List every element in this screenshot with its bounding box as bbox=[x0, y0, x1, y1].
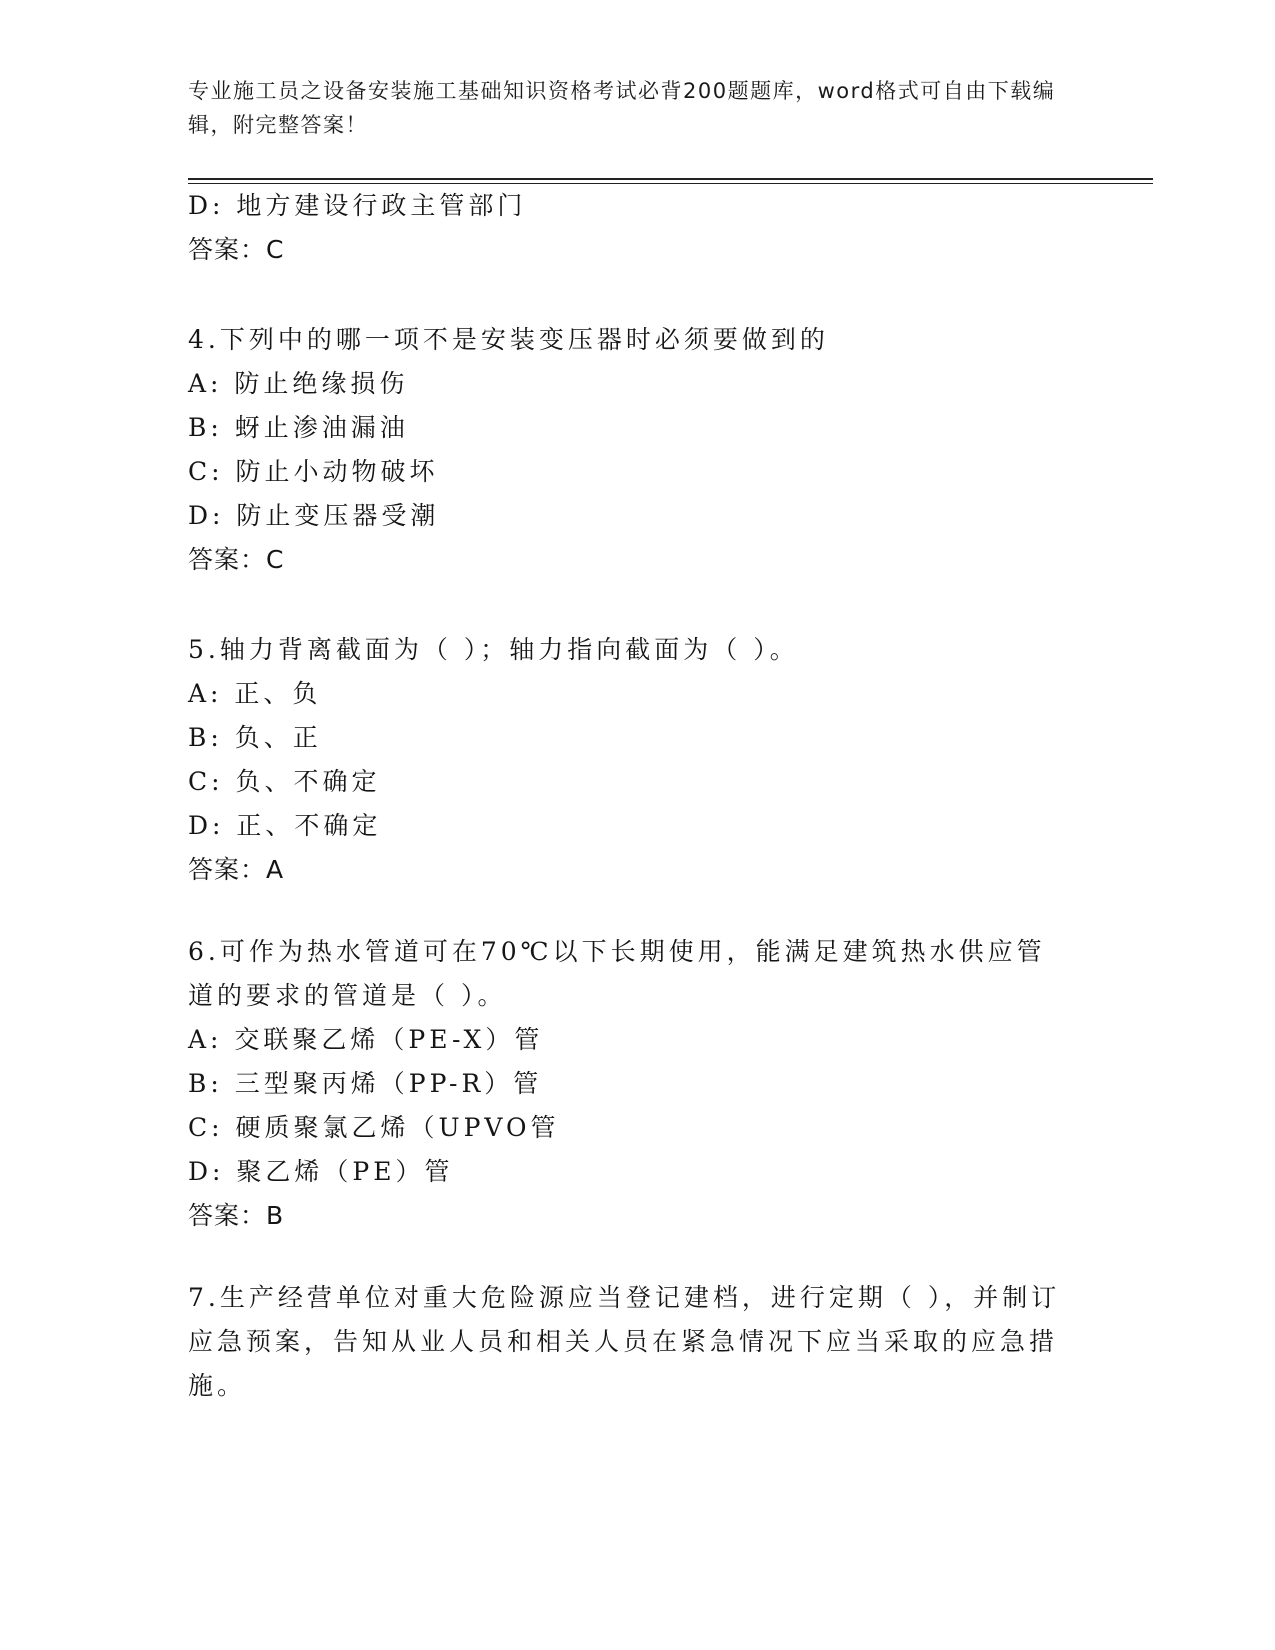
q6-answer: 答案：B bbox=[188, 1201, 285, 1230]
q4-option-b: B: 蚜止渗油漏油 bbox=[188, 413, 409, 442]
q6-option-b: B: 三型聚丙烯（PP-R）管 bbox=[188, 1069, 543, 1098]
q6-stem: 6.可作为热水管道可在70℃以下长期使用，能满足建筑热水供应管道的要求的管道是（ ）。 bbox=[188, 937, 1046, 1010]
document-header: 专业施工员之设备安装施工基础知识资格考试必背200题题库，word格式可自由下载编辑，附完整答案！ bbox=[188, 79, 1056, 137]
q6-option-c: C: 硬质聚氯乙烯（UPVO管 bbox=[188, 1113, 560, 1142]
q6-option-d: D: 聚乙烯（PE）管 bbox=[188, 1157, 454, 1186]
q4-option-c: C: 防止小动物破坏 bbox=[188, 457, 439, 486]
q6-option-a: A: 交联聚乙烯（PE-X）管 bbox=[188, 1025, 544, 1054]
q4-stem: 4.下列中的哪一项不是安装变压器时必须要做到的 bbox=[188, 325, 829, 354]
q5-answer: 答案：A bbox=[188, 855, 285, 884]
q4-option-a: A: 防止绝缘损伤 bbox=[188, 369, 409, 398]
q7-stem: 7.生产经营单位对重大危险源应当登记建档，进行定期（ ），并制订应急预案，告知从业人员和相关人员在紧急情况下应当采取的应急措施。 bbox=[188, 1283, 1061, 1400]
q3-option-d: D: 地方建设行政主管部门 bbox=[188, 191, 527, 220]
q3-answer: 答案：C bbox=[188, 235, 285, 264]
q5-option-d: D: 正、不确定 bbox=[188, 811, 382, 840]
header-divider-thick bbox=[188, 178, 1153, 180]
q4-option-d: D: 防止变压器受潮 bbox=[188, 501, 440, 530]
q4-answer: 答案：C bbox=[188, 545, 285, 574]
q5-option-b: B: 负、正 bbox=[188, 723, 322, 752]
header-divider-thin bbox=[188, 183, 1153, 184]
q5-option-c: C: 负、不确定 bbox=[188, 767, 381, 796]
q5-option-a: A: 正、负 bbox=[188, 679, 322, 708]
q5-stem: 5.轴力背离截面为（ ）；轴力指向截面为（ ）。 bbox=[188, 635, 799, 664]
